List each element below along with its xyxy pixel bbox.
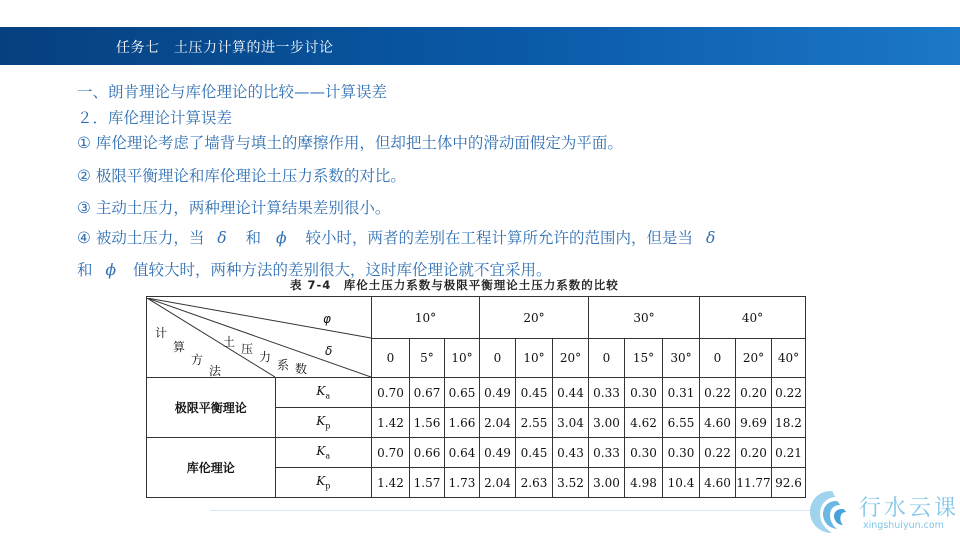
value-cell: 0.22 — [772, 378, 806, 408]
corner-method-4: 法 — [209, 363, 222, 378]
value-cell: 6.55 — [663, 408, 700, 438]
value-cell: 18.2 — [772, 408, 806, 438]
phi-header-30: 30° — [589, 297, 700, 339]
point-1: ① 库伦理论考虑了墙背与填土的摩擦作用，但却把土体中的滑动面假定为平面。 — [77, 134, 623, 152]
corner-coef-4: 系 — [277, 357, 290, 372]
value-cell: 0.70 — [372, 438, 410, 468]
value-cell: 0.22 — [700, 438, 736, 468]
section-heading: 一、朗肯理论与库伦理论的比较——计算误差 — [77, 83, 388, 101]
value-cell: 0.45 — [516, 438, 553, 468]
delta-header: 0 — [480, 339, 516, 378]
value-cell: 0.30 — [663, 438, 700, 468]
logo-url: xingshuiyun.com — [863, 520, 944, 531]
value-cell: 0.30 — [625, 378, 663, 408]
corner-method-3: 方 — [191, 352, 204, 367]
delta-header: 10° — [516, 339, 553, 378]
value-cell: 0.66 — [410, 438, 445, 468]
corner-coef-1: 土 — [223, 334, 236, 349]
value-cell: 0.49 — [480, 378, 516, 408]
value-cell: 0.43 — [553, 438, 589, 468]
value-cell: 0.44 — [553, 378, 589, 408]
value-cell: 1.66 — [445, 408, 480, 438]
value-cell: 0.33 — [589, 438, 625, 468]
brand-logo — [806, 487, 960, 537]
value-cell: 0.20 — [736, 378, 772, 408]
value-cell: 1.42 — [372, 468, 410, 498]
value-cell: 1.73 — [445, 468, 480, 498]
point-4 — [77, 226, 715, 248]
value-cell: 3.00 — [589, 468, 625, 498]
wave-logo-icon — [806, 487, 856, 537]
value-cell: 0.21 — [772, 438, 806, 468]
value-cell: 2.04 — [480, 468, 516, 498]
point-4-mid: 较小时，两者的差别在工程计算所允许的范围内，但是当 — [305, 229, 694, 247]
phi-header-40: 40° — [700, 297, 806, 339]
value-cell: 10.4 — [663, 468, 700, 498]
value-cell: 2.04 — [480, 408, 516, 438]
value-cell: 0.33 — [589, 378, 625, 408]
value-cell: 0.30 — [625, 438, 663, 468]
value-cell: 0.49 — [480, 438, 516, 468]
delta-symbol-2: δ — [705, 229, 716, 247]
point-4-and: 和 — [245, 229, 262, 247]
corner-coef-3: 力 — [259, 349, 272, 364]
value-cell: 0.67 — [410, 378, 445, 408]
phi-header-20: 20° — [480, 297, 589, 339]
delta-header: 20° — [736, 339, 772, 378]
value-cell: 1.42 — [372, 408, 410, 438]
table-caption: 表 7-4 库伦土压力系数与极限平衡理论土压力系数的比较 — [290, 278, 619, 292]
value-cell: 0.22 — [700, 378, 736, 408]
phi-header-10: 10° — [372, 297, 480, 339]
delta-header: 0 — [700, 339, 736, 378]
value-cell: 3.00 — [589, 408, 625, 438]
point-2: ② 极限平衡理论和库伦理论土压力系数的对比。 — [77, 167, 406, 185]
value-cell: 92.6 — [772, 468, 806, 498]
value-cell: 0.70 — [372, 378, 410, 408]
value-cell: 3.04 — [553, 408, 589, 438]
phi-symbol-2: ϕ — [105, 261, 117, 279]
delta-header: 5° — [410, 339, 445, 378]
logo-name: 行水云课 — [859, 496, 960, 521]
delta-header: 30° — [663, 339, 700, 378]
method-coulomb: 库伦理论 — [147, 438, 276, 498]
value-cell: 4.60 — [700, 408, 736, 438]
delta-header: 10° — [445, 339, 480, 378]
value-cell: 2.55 — [516, 408, 553, 438]
value-cell: 11.77 — [736, 468, 772, 498]
delta-header: 40° — [772, 339, 806, 378]
delta-header: 20° — [553, 339, 589, 378]
coef-label: $K_p$ — [275, 468, 371, 498]
header-bar — [0, 27, 960, 65]
table-row — [147, 378, 806, 408]
coef-label: $K_a$ — [275, 378, 371, 408]
header-title: 任务七 土压力计算的进一步讨论 — [116, 40, 334, 56]
value-cell: 0.20 — [736, 438, 772, 468]
delta-header: 0 — [372, 339, 410, 378]
delta-symbol: δ — [217, 229, 227, 247]
comparison-table — [146, 296, 806, 498]
value-cell: 2.63 — [516, 468, 553, 498]
phi-symbol: ϕ — [276, 229, 287, 247]
corner-phi-label: φ — [323, 311, 331, 326]
corner-delta-label: δ — [325, 343, 333, 358]
value-cell: 9.69 — [736, 408, 772, 438]
point-4-prefix: ④ 被动土压力，当 — [77, 229, 205, 247]
value-cell: 0.45 — [516, 378, 553, 408]
value-cell: 0.65 — [445, 378, 480, 408]
delta-header: 0 — [589, 339, 625, 378]
point-3: ③ 主动土压力，两种理论计算结果差别很小。 — [77, 199, 391, 217]
value-cell: 1.56 — [410, 408, 445, 438]
table-row — [147, 438, 806, 468]
value-cell: 0.31 — [663, 378, 700, 408]
corner-method-1: 计 — [155, 325, 168, 340]
value-cell: 4.62 — [625, 408, 663, 438]
value-cell: 0.64 — [445, 438, 480, 468]
coef-label: $K_a$ — [275, 438, 371, 468]
value-cell: 3.52 — [553, 468, 589, 498]
value-cell: 1.57 — [410, 468, 445, 498]
corner-method-2: 算 — [173, 339, 186, 354]
coef-label: $K_p$ — [275, 408, 371, 438]
subsection-heading: ２．库伦理论计算误差 — [77, 109, 233, 127]
corner-coef-2: 压 — [241, 341, 254, 356]
value-cell: 4.98 — [625, 468, 663, 498]
delta-header: 15° — [625, 339, 663, 378]
value-cell: 4.60 — [700, 468, 736, 498]
corner-coef-5: 数 — [295, 361, 308, 376]
table-corner-cell — [147, 297, 372, 378]
bottom-divider — [210, 510, 810, 511]
point-4-line2-rest: 值较大时，两种方法的差别很大，这时库伦理论就不宜采用。 — [132, 261, 552, 279]
point-4-line2-and: 和 — [77, 261, 93, 279]
method-limit-equilibrium: 极限平衡理论 — [147, 378, 276, 438]
